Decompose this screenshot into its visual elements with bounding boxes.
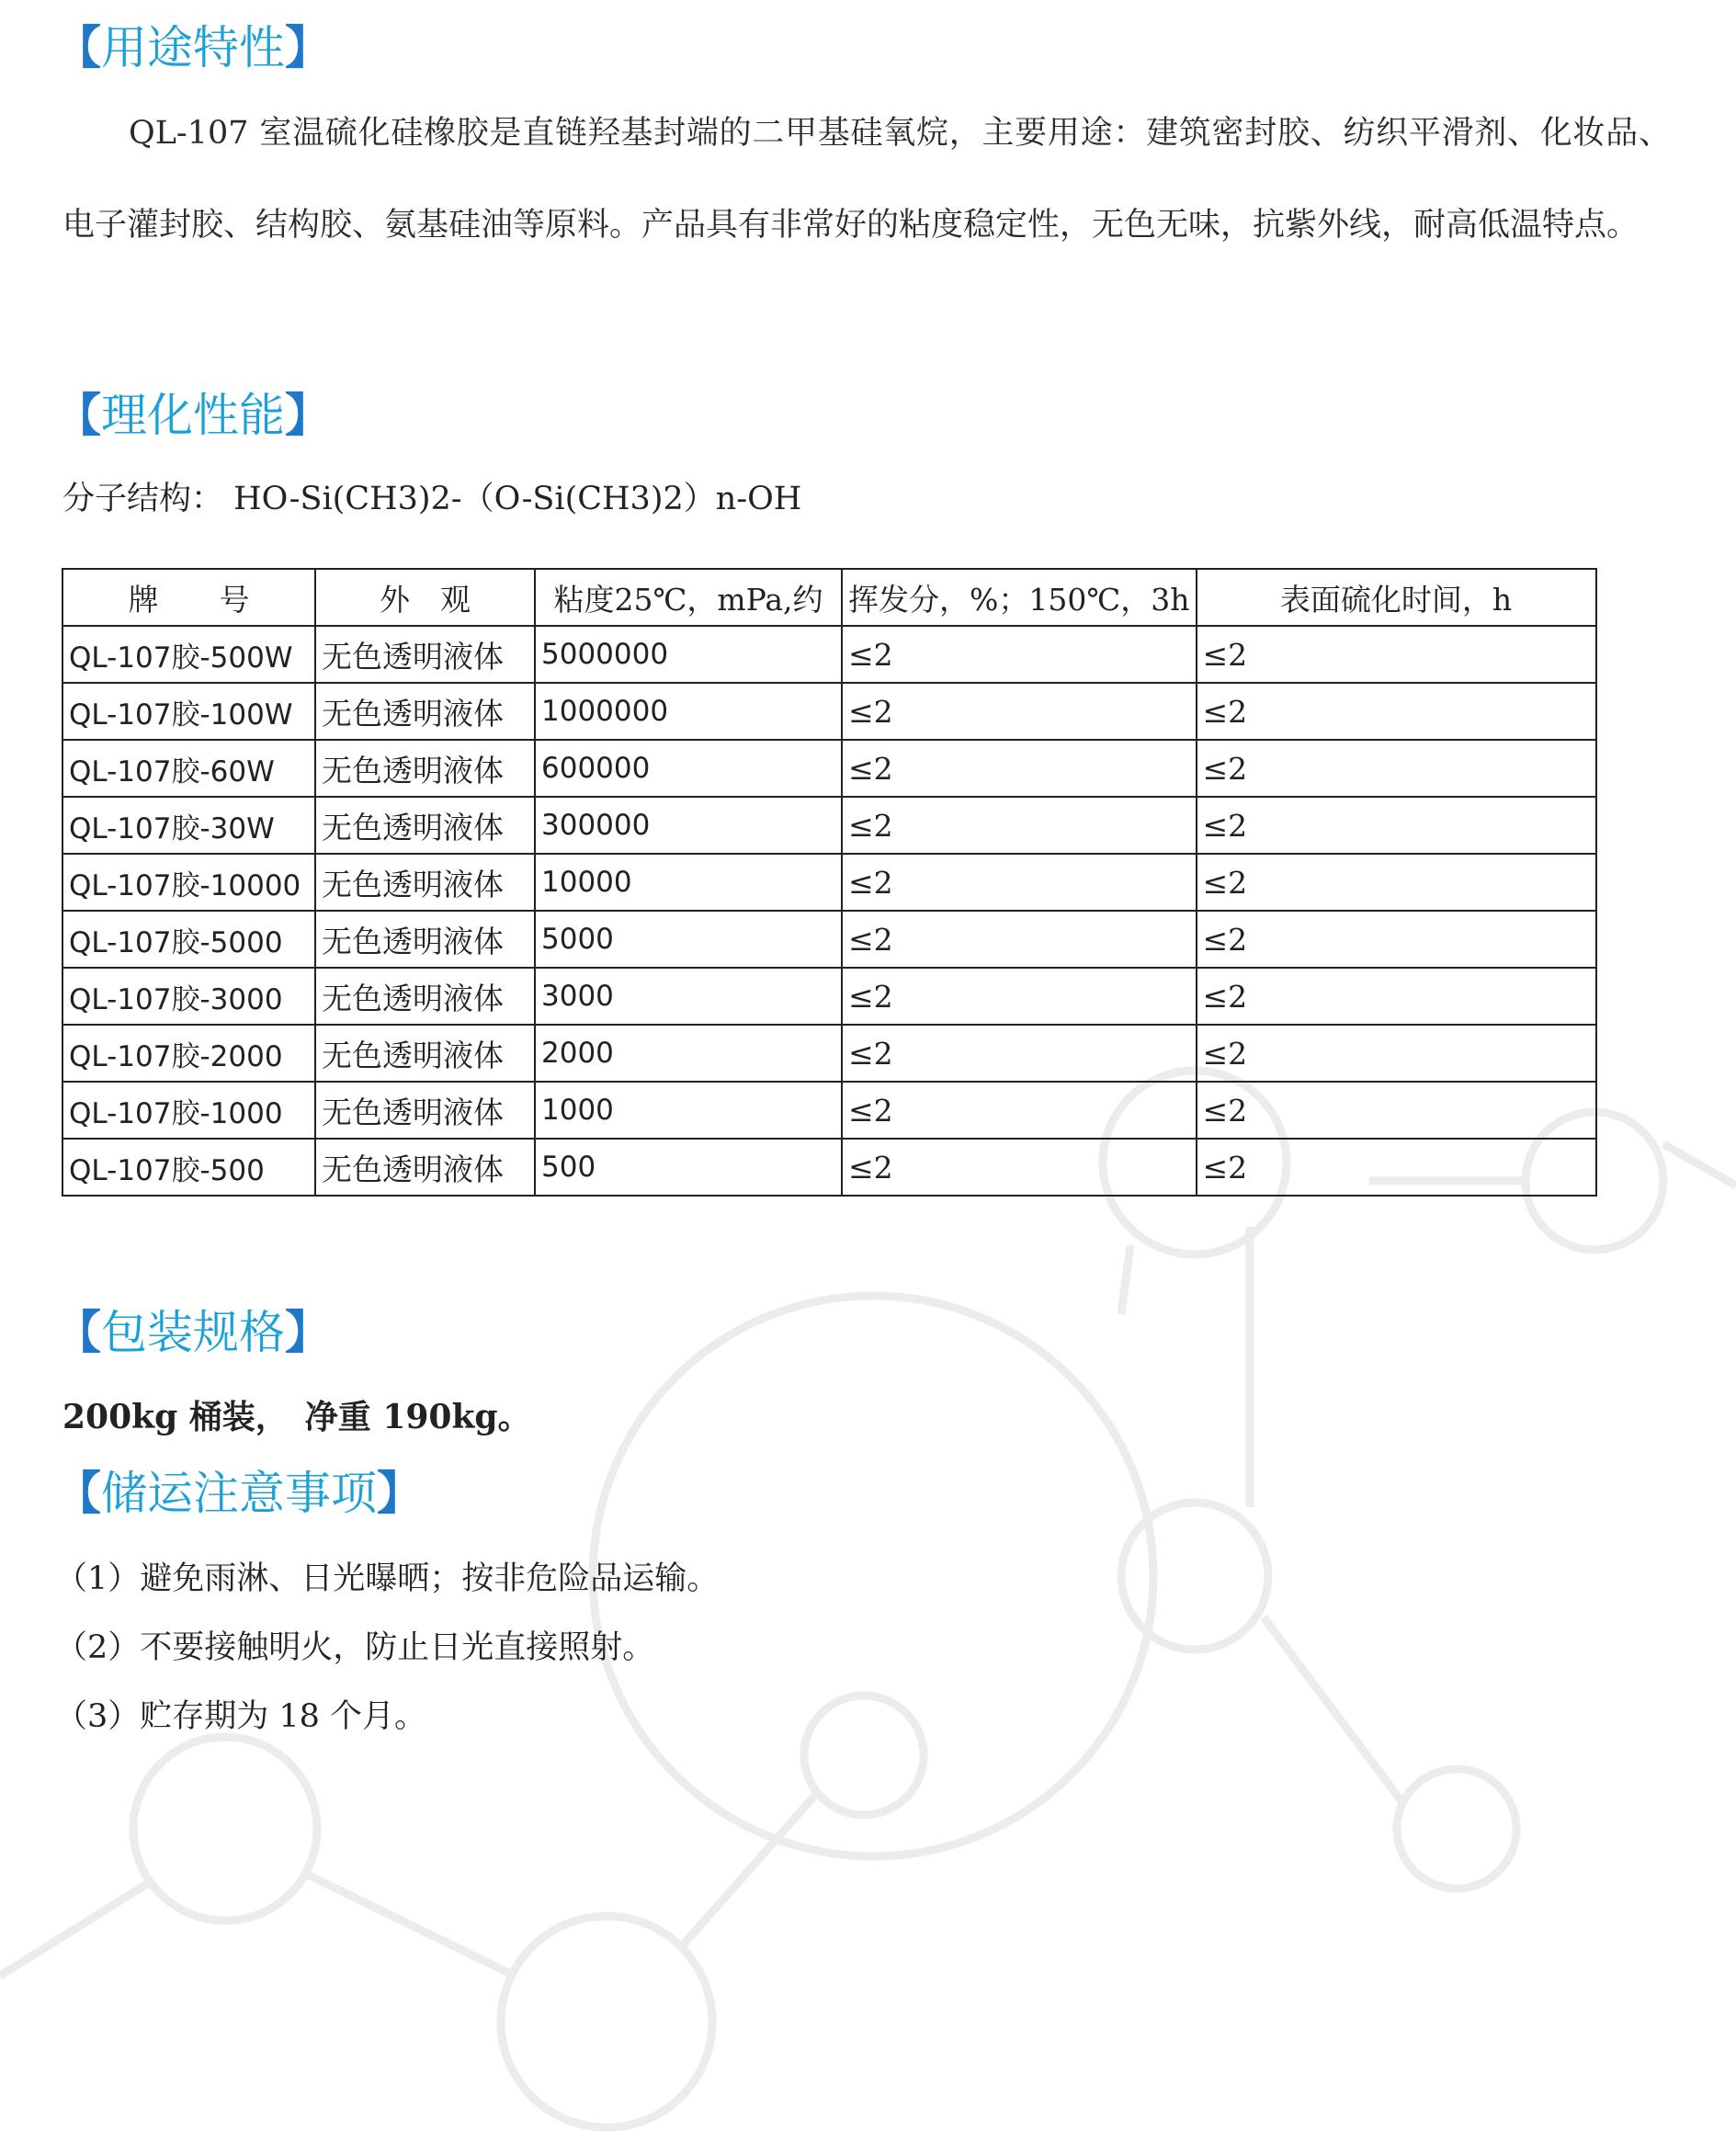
section-heading-usage <box>55 20 331 75</box>
cell-grade: QL-107胶-5000 <box>62 911 315 968</box>
table-row <box>62 740 1596 797</box>
table-row <box>62 968 1596 1025</box>
cell-volatile: ≤2 <box>842 1025 1197 1082</box>
storage-note: （2）不要接触明火，防止日光直接照射。 <box>55 1629 655 1666</box>
properties-table <box>62 568 1597 1197</box>
cell-grade: QL-107胶-10000 <box>62 854 315 911</box>
cell-grade: QL-107胶-3000 <box>62 968 315 1025</box>
table-row <box>62 797 1596 854</box>
formula-value: HO-Si(CH3)2-（O-Si(CH3)2）n-OH <box>233 481 802 517</box>
cell-viscosity: 2000 <box>535 1025 842 1082</box>
cell-volatile: ≤2 <box>842 968 1197 1025</box>
section-title-storage: 储运注意事项 <box>101 1467 377 1520</box>
cell-grade: QL-107胶-500W <box>62 626 315 683</box>
cell-appearance: 无色透明液体 <box>315 797 535 854</box>
cell-volatile: ≤2 <box>842 740 1197 797</box>
cell-grade: QL-107胶-2000 <box>62 1025 315 1082</box>
bracket-open-glyph: 【 <box>55 21 101 74</box>
cell-volatile: ≤2 <box>842 911 1197 968</box>
column-header-volatile: 挥发分，%；150℃，3h <box>842 569 1197 626</box>
cell-volatile: ≤2 <box>842 797 1197 854</box>
cell-appearance: 无色透明液体 <box>315 626 535 683</box>
section-heading-packaging <box>55 1305 331 1360</box>
bracket-open-glyph: 【 <box>55 389 101 442</box>
cell-appearance: 无色透明液体 <box>315 854 535 911</box>
cell-cure-time: ≤2 <box>1197 797 1596 854</box>
table-row <box>62 683 1596 740</box>
cell-grade: QL-107胶-500 <box>62 1139 315 1196</box>
section-title-usage: 用途特性 <box>101 21 285 74</box>
usage-paragraph: QL-107 室温硫化硅橡胶是直链羟基封端的二甲基硅氧烷，主要用途：建筑密封胶、纺织平滑剂、化妆品、电子灌封胶、结构胶、氨基硅油等原料。产品具有非常好的粘度稳定性，无色无味，抗紫外线，耐高低温特点。 <box>62 115 1671 244</box>
table-header-row <box>62 569 1596 626</box>
cell-cure-time: ≤2 <box>1197 683 1596 740</box>
formula-label: 分子结构： <box>62 481 224 517</box>
table-row <box>62 1082 1596 1139</box>
bracket-open-glyph: 【 <box>55 1467 101 1520</box>
cell-viscosity: 3000 <box>535 968 842 1025</box>
cell-cure-time: ≤2 <box>1197 911 1596 968</box>
column-header-cure-time: 表面硫化时间，h <box>1197 569 1596 626</box>
table-row <box>62 1139 1596 1196</box>
section-title-packaging: 包装规格 <box>101 1306 285 1359</box>
cell-volatile: ≤2 <box>842 626 1197 683</box>
cell-appearance: 无色透明液体 <box>315 1082 535 1139</box>
cell-cure-time: ≤2 <box>1197 968 1596 1025</box>
cell-cure-time: ≤2 <box>1197 854 1596 911</box>
cell-cure-time: ≤2 <box>1197 740 1596 797</box>
column-header-appearance: 外 观 <box>315 569 535 626</box>
cell-appearance: 无色透明液体 <box>315 683 535 740</box>
bracket-close-glyph: 】 <box>285 21 331 74</box>
cell-viscosity: 5000 <box>535 911 842 968</box>
cell-viscosity: 600000 <box>535 740 842 797</box>
cell-appearance: 无色透明液体 <box>315 968 535 1025</box>
bracket-close-glyph: 】 <box>285 1306 331 1359</box>
table-row <box>62 854 1596 911</box>
cell-grade: QL-107胶-100W <box>62 683 315 740</box>
cell-cure-time: ≤2 <box>1197 1025 1596 1082</box>
cell-viscosity: 5000000 <box>535 626 842 683</box>
cell-appearance: 无色透明液体 <box>315 1139 535 1196</box>
table-row <box>62 1025 1596 1082</box>
cell-viscosity: 1000 <box>535 1082 842 1139</box>
cell-cure-time: ≤2 <box>1197 626 1596 683</box>
cell-appearance: 无色透明液体 <box>315 740 535 797</box>
column-header-grade: 牌 号 <box>62 569 315 626</box>
table-row <box>62 626 1596 683</box>
column-header-viscosity: 粘度25℃，mPa,约 <box>535 569 842 626</box>
packaging-spec: 200kg 桶装， 净重 190kg。 <box>62 1398 531 1436</box>
bracket-close-glyph: 】 <box>285 389 331 442</box>
cell-volatile: ≤2 <box>842 854 1197 911</box>
cell-cure-time: ≤2 <box>1197 1082 1596 1139</box>
cell-appearance: 无色透明液体 <box>315 1025 535 1082</box>
cell-cure-time: ≤2 <box>1197 1139 1596 1196</box>
cell-viscosity: 500 <box>535 1139 842 1196</box>
table-row <box>62 911 1596 968</box>
cell-grade: QL-107胶-1000 <box>62 1082 315 1139</box>
section-title-properties: 理化性能 <box>101 389 285 442</box>
cell-volatile: ≤2 <box>842 1139 1197 1196</box>
cell-viscosity: 1000000 <box>535 683 842 740</box>
cell-volatile: ≤2 <box>842 1082 1197 1139</box>
storage-note: （3）贮存期为 18 个月。 <box>55 1698 427 1735</box>
section-heading-properties <box>55 388 331 443</box>
cell-grade: QL-107胶-30W <box>62 797 315 854</box>
cell-viscosity: 300000 <box>535 797 842 854</box>
bracket-open-glyph: 【 <box>55 1306 101 1359</box>
cell-grade: QL-107胶-60W <box>62 740 315 797</box>
cell-appearance: 无色透明液体 <box>315 911 535 968</box>
section-heading-storage <box>55 1466 423 1521</box>
cell-volatile: ≤2 <box>842 683 1197 740</box>
molecular-structure <box>62 471 801 527</box>
storage-note: （1）避免雨淋、日光曝晒；按非危险品运输。 <box>55 1560 720 1597</box>
bracket-close-glyph: 】 <box>377 1467 423 1520</box>
cell-viscosity: 10000 <box>535 854 842 911</box>
